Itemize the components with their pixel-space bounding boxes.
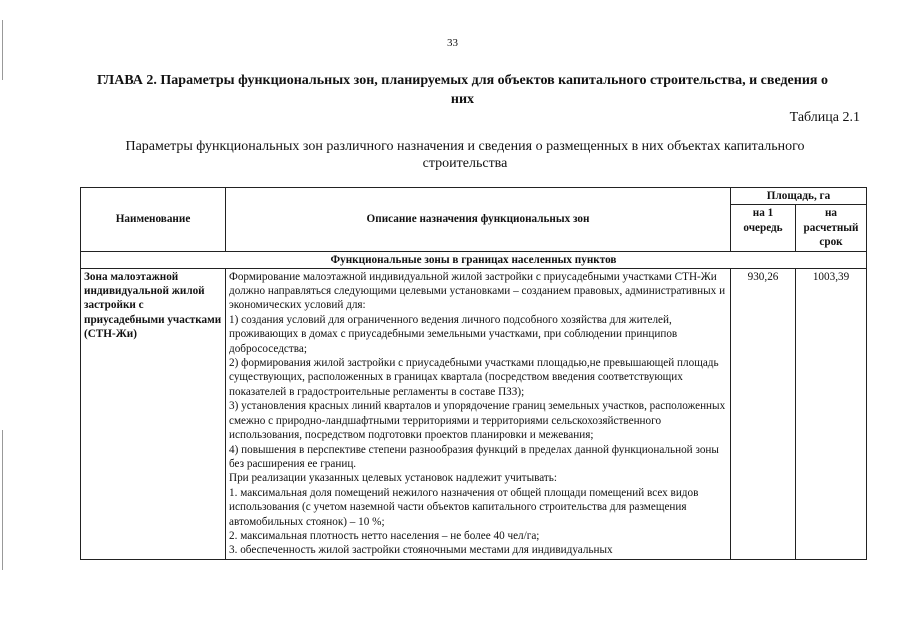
scan-edge-mark	[2, 20, 3, 80]
area-first-stage: 930,26	[731, 268, 796, 559]
header-description: Описание назначения функциональных зон	[226, 188, 731, 252]
section-row	[81, 251, 867, 268]
area-estimated: 1003,39	[796, 268, 867, 559]
header-estimated: на расчетный срок	[796, 205, 867, 251]
description-line: 4) повышения в перспективе степени разнообразия функций в пределах данной функциональной зоны без расширения ее границ.	[229, 443, 719, 470]
description-line: 3) установления красных линий кварталов и упорядочение границ земельных участков, расположенных смежно с природно-ландшафтными территориями и территориями сельскохозяйственного использования, посредством подготовки проектов планировки и межевания;	[229, 400, 726, 442]
header-first-stage: на 1 очередь	[731, 205, 796, 251]
table-row	[81, 268, 867, 559]
description-line: 3. обеспеченность жилой застройки стояночными местами для индивидуальных	[229, 544, 613, 557]
scan-edge-mark	[2, 430, 3, 570]
header-name: Наименование	[81, 188, 226, 252]
chapter-title: ГЛАВА 2. Параметры функциональных зон, планируемых для объектов капитального строительства, и сведения о них	[97, 73, 828, 107]
section-title: Функциональные зоны в границах населенных пунктов	[81, 251, 867, 268]
description-line: При реализации указанных целевых установок надлежит учитывать:	[229, 472, 557, 485]
description-line: 2) формирования жилой застройки с приусадебными участками площадью,не превышающей площадь существующих, расположенных в границах квартала (посредством введения соответствующих показателей в градостроительные регламенты в составе ПЗЗ);	[229, 357, 719, 398]
description-line: Формирование малоэтажной индивидуальной жилой застройки с приусадебными участками СТН-Жи должно направляться следующими целевыми установками – созданием правовых, административных и экономических условий для:	[229, 270, 726, 312]
description-line: 1) создания условий для ограниченного ведения личного подсобного хозяйства для жителей, проживающих в домах с приусадебными земельными участками, при соблюдении принципов добрососедства;	[229, 313, 678, 355]
description-line: 1. максимальная доля помещений нежилого назначения от общей площади помещений всех видов использования (с учетом наземной части объектов капитального строительства для размещения автомобильных стоянок) – 10 %;	[229, 486, 699, 528]
table-caption: Параметры функциональных зон различного назначения и сведения о размещенных в них объектах капитального строительства	[125, 139, 805, 171]
zone-description	[226, 268, 731, 559]
zones-table	[80, 187, 867, 560]
table-label: Таблица 2.1	[789, 110, 860, 125]
page-number: 33	[447, 37, 458, 49]
table-header-row	[81, 188, 867, 205]
description-line: 2. максимальная плотность нетто населения – не более 40 чел/га;	[229, 529, 540, 542]
header-area: Площадь, га	[731, 188, 867, 205]
zone-name: Зона малоэтажной индивидуальной жилой застройки с приусадебными участками (СТН-Жи)	[81, 268, 226, 559]
